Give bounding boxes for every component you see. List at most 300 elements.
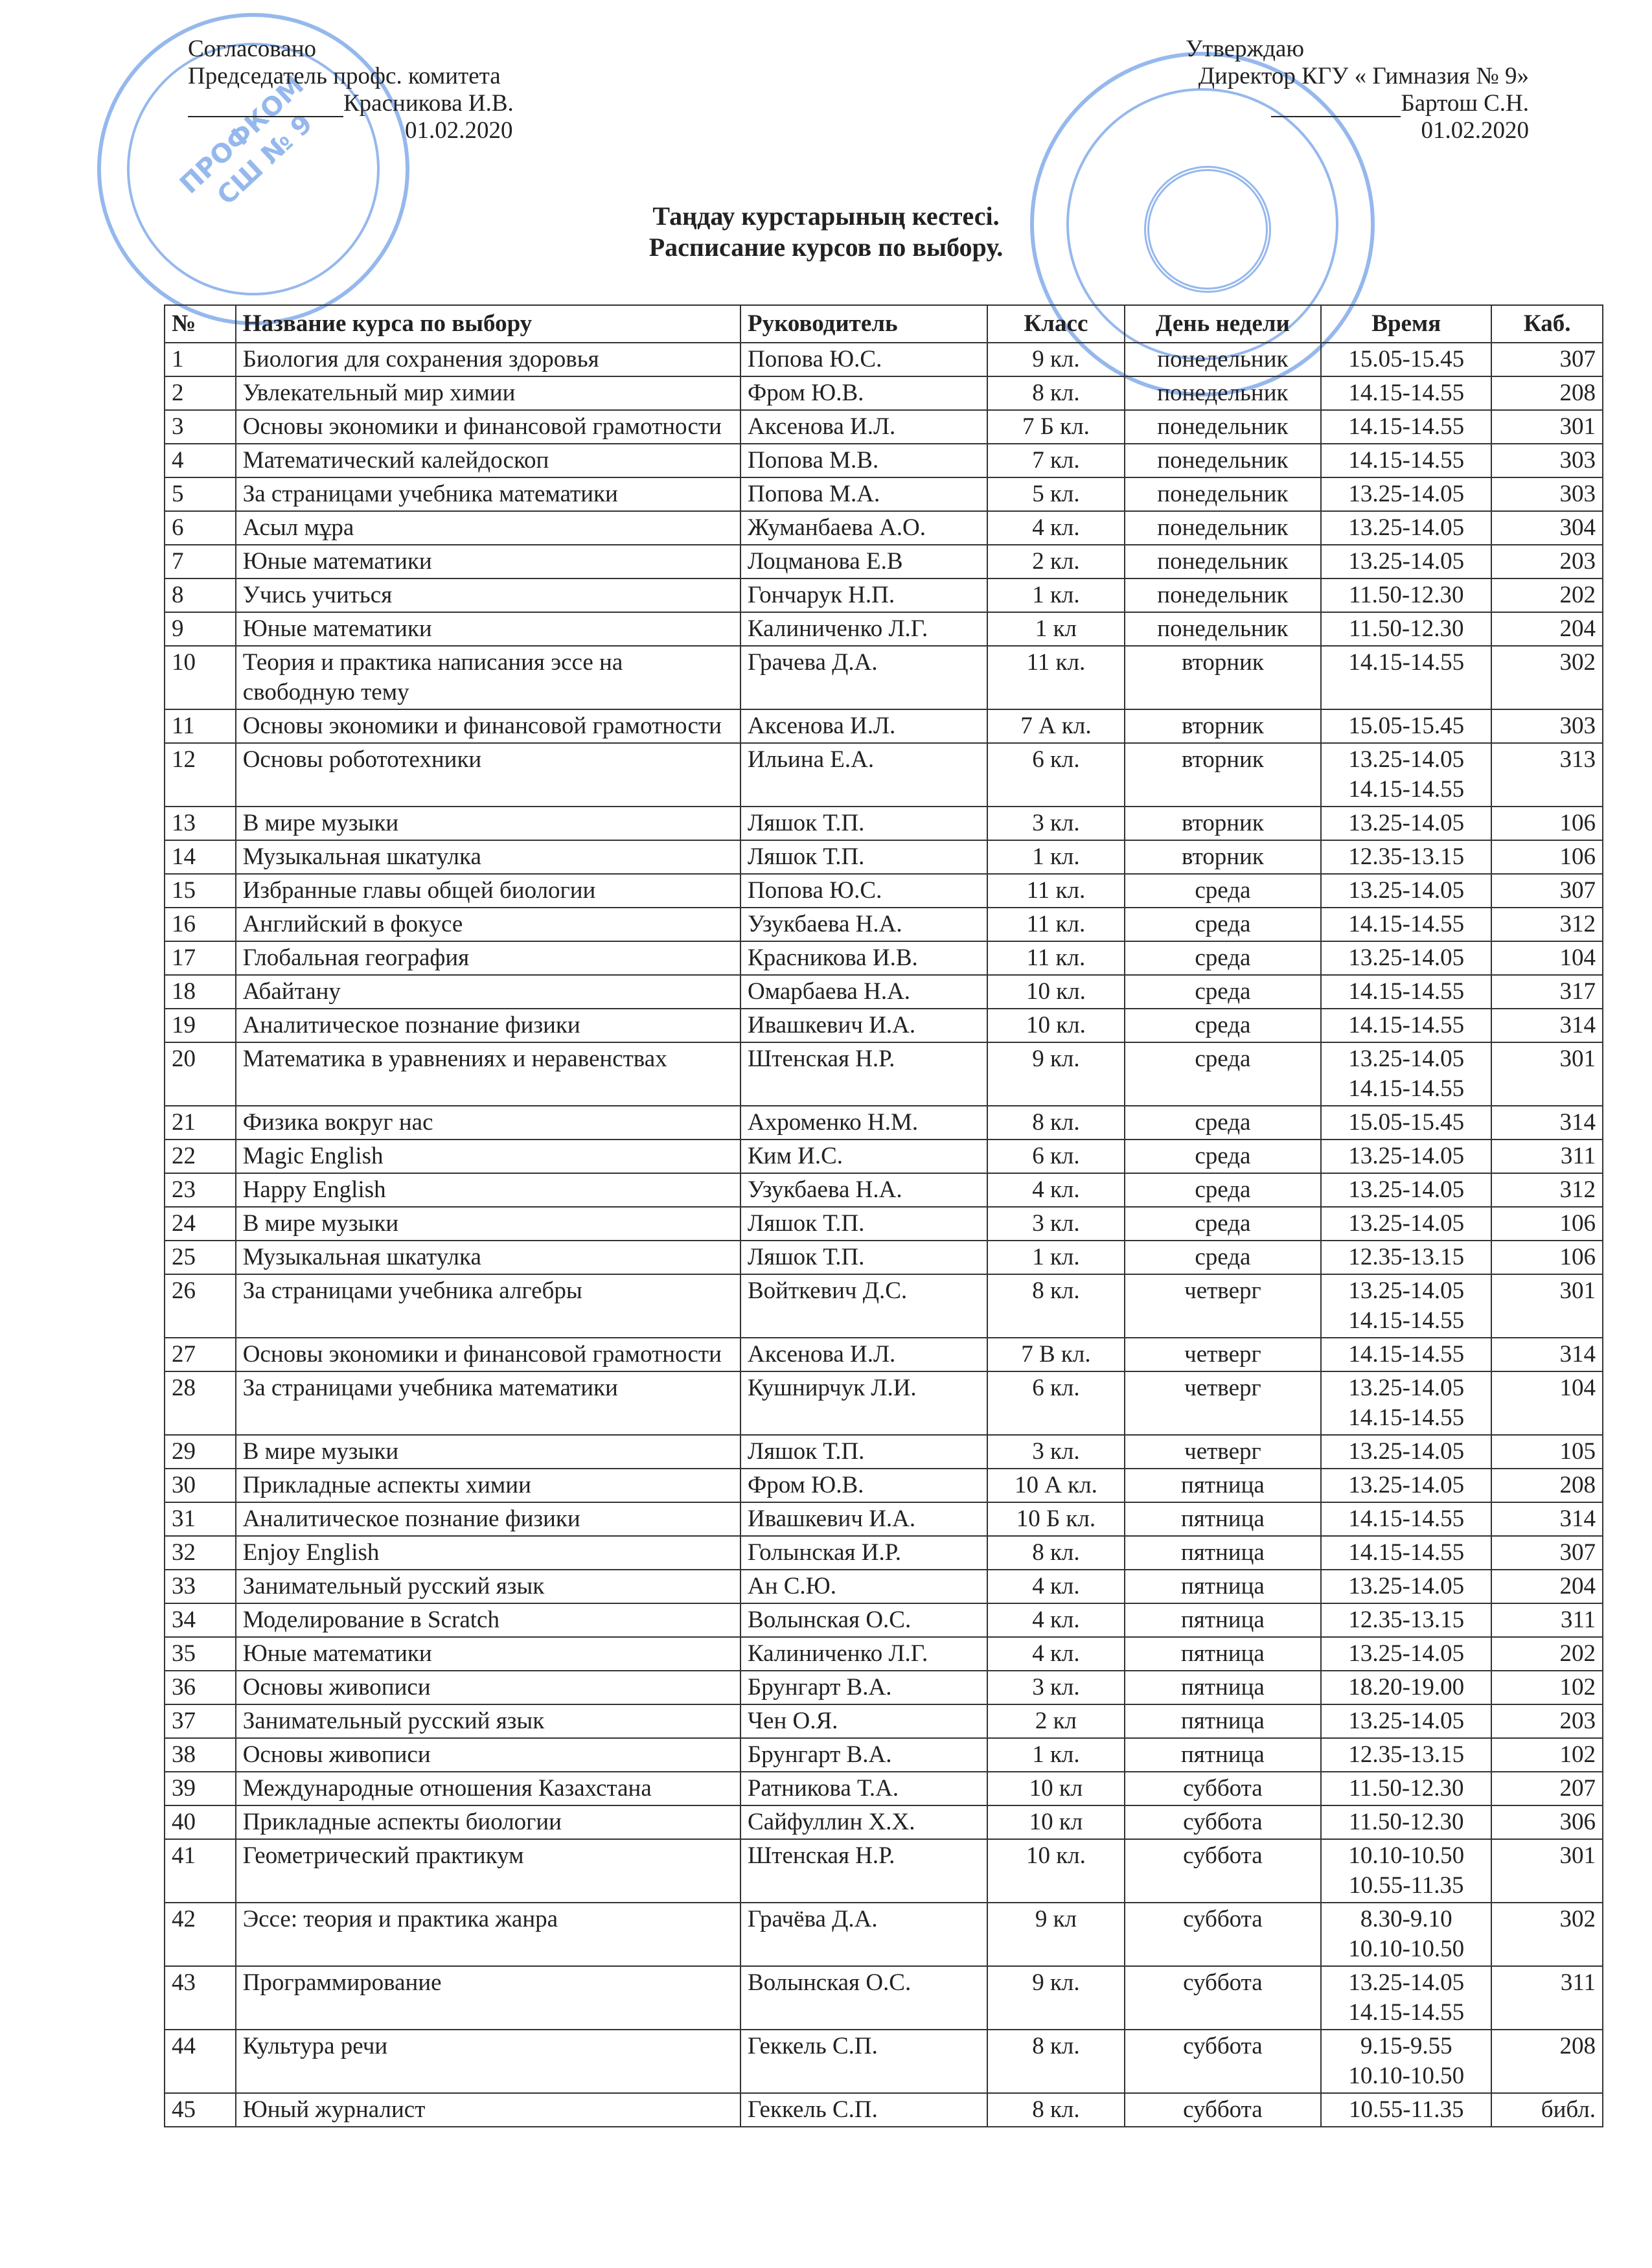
cell-room: 311 bbox=[1491, 1966, 1603, 2030]
table-row bbox=[165, 807, 1603, 840]
time-slot: 13.25-14.05 bbox=[1348, 1708, 1465, 1734]
cell-leader: Узукбаева Н.А. bbox=[740, 908, 987, 941]
table-row bbox=[165, 1738, 1603, 1772]
cell-class: 10 А кл. bbox=[987, 1469, 1124, 1502]
time-slot: 13.25-14.05 bbox=[1348, 1640, 1465, 1667]
cell-course-name: Основы робототехники bbox=[236, 743, 740, 807]
cell-class: 3 кл. bbox=[987, 1671, 1124, 1704]
cell-weekday: вторник bbox=[1125, 807, 1322, 840]
cell-number: 9 bbox=[165, 612, 236, 646]
cell-course-name: Математический калейдоскоп bbox=[236, 444, 740, 477]
cell-weekday: пятница bbox=[1125, 1536, 1322, 1570]
time-slot: 13.25-14.05 bbox=[1348, 1438, 1465, 1465]
cell-course-name: Аналитическое познание физики bbox=[236, 1502, 740, 1536]
table-row bbox=[165, 1173, 1603, 1207]
table-row bbox=[165, 1805, 1603, 1839]
cell-time bbox=[1321, 1805, 1491, 1839]
cell-number: 35 bbox=[165, 1637, 236, 1671]
cell-room: библ. bbox=[1491, 2093, 1603, 2127]
cell-time bbox=[1321, 545, 1491, 578]
time-slot: 10.10-10.50 bbox=[1348, 1936, 1465, 1962]
cell-class: 7 Б кл. bbox=[987, 410, 1124, 444]
cell-time bbox=[1321, 2030, 1491, 2093]
table-row bbox=[165, 578, 1603, 612]
cell-weekday: пятница bbox=[1125, 1738, 1322, 1772]
cell-time bbox=[1321, 1502, 1491, 1536]
cell-class: 10 кл. bbox=[987, 1839, 1124, 1903]
cell-room: 208 bbox=[1491, 1469, 1603, 1502]
table-row bbox=[165, 444, 1603, 477]
cell-class: 11 кл. bbox=[987, 941, 1124, 975]
cell-course-name: Музыкальная шкатулка bbox=[236, 1241, 740, 1274]
approved-name: Бартош С.Н. bbox=[1401, 90, 1529, 117]
cell-room: 104 bbox=[1491, 1371, 1603, 1435]
cell-weekday: суббота bbox=[1125, 1839, 1322, 1903]
cell-weekday: пятница bbox=[1125, 1469, 1322, 1502]
cell-course-name: Основы экономики и финансовой грамотности bbox=[236, 1338, 740, 1371]
cell-class: 11 кл. bbox=[987, 646, 1124, 709]
cell-course-name: Юные математики bbox=[236, 545, 740, 578]
cell-number: 6 bbox=[165, 511, 236, 545]
cell-weekday: четверг bbox=[1125, 1371, 1322, 1435]
header-course-name: Название курса по выбору bbox=[236, 305, 740, 343]
cell-number: 36 bbox=[165, 1671, 236, 1704]
cell-time bbox=[1321, 612, 1491, 646]
cell-number: 5 bbox=[165, 477, 236, 511]
time-slot: 13.25-14.05 bbox=[1348, 1472, 1465, 1498]
table-row bbox=[165, 941, 1603, 975]
cell-course-name: Избранные главы общей биологии bbox=[236, 874, 740, 908]
time-slot: 12.35-13.15 bbox=[1348, 843, 1465, 870]
agreed-signature-row bbox=[188, 90, 514, 117]
cell-time bbox=[1321, 1106, 1491, 1140]
cell-course-name: Глобальная география bbox=[236, 941, 740, 975]
time-slot: 14.15-14.55 bbox=[1348, 978, 1465, 1005]
cell-room: 208 bbox=[1491, 376, 1603, 410]
table-row bbox=[165, 874, 1603, 908]
cell-course-name: Основы экономики и финансовой грамотности bbox=[236, 410, 740, 444]
cell-weekday: среда bbox=[1125, 975, 1322, 1009]
cell-course-name: Теория и практика написания эссе на свободную тему bbox=[236, 646, 740, 709]
time-slot: 14.15-14.55 bbox=[1348, 1539, 1465, 1566]
cell-course-name: В мире музыки bbox=[236, 807, 740, 840]
cell-leader: Фром Ю.В. bbox=[740, 1469, 987, 1502]
cell-weekday: пятница bbox=[1125, 1704, 1322, 1738]
cell-room: 304 bbox=[1491, 511, 1603, 545]
cell-leader: Геккель С.П. bbox=[740, 2093, 987, 2127]
cell-room: 202 bbox=[1491, 578, 1603, 612]
cell-leader: Войткевич Д.С. bbox=[740, 1274, 987, 1338]
table-row bbox=[165, 1671, 1603, 1704]
cell-weekday: пятница bbox=[1125, 1502, 1322, 1536]
time-slot: 12.35-13.15 bbox=[1348, 1741, 1465, 1768]
cell-time bbox=[1321, 1536, 1491, 1570]
agreed-position: Председатель профс. комитета bbox=[188, 63, 501, 89]
time-slot: 13.25-14.05 bbox=[1348, 1143, 1465, 1169]
cell-course-name: Прикладные аспекты химии bbox=[236, 1469, 740, 1502]
cell-leader: Ан С.Ю. bbox=[740, 1570, 987, 1603]
cell-weekday: понедельник bbox=[1125, 376, 1322, 410]
cell-course-name: Математика в уравнениях и неравенствах bbox=[236, 1042, 740, 1106]
cell-course-name: Основы живописи bbox=[236, 1671, 740, 1704]
table-row bbox=[165, 1042, 1603, 1106]
table-row bbox=[165, 1274, 1603, 1338]
cell-weekday: суббота bbox=[1125, 2093, 1322, 2127]
cell-time bbox=[1321, 1903, 1491, 1966]
cell-room: 302 bbox=[1491, 646, 1603, 709]
table-row bbox=[165, 1371, 1603, 1435]
cell-number: 13 bbox=[165, 807, 236, 840]
cell-course-name: Занимательный русский язык bbox=[236, 1704, 740, 1738]
time-slot: 15.05-15.45 bbox=[1348, 1109, 1465, 1136]
table-row bbox=[165, 975, 1603, 1009]
cell-course-name: Музыкальная шкатулка bbox=[236, 840, 740, 874]
table-row bbox=[165, 612, 1603, 646]
cell-course-name: В мире музыки bbox=[236, 1207, 740, 1241]
cell-room: 312 bbox=[1491, 1173, 1603, 1207]
cell-time bbox=[1321, 2093, 1491, 2127]
cell-time bbox=[1321, 1274, 1491, 1338]
time-slot: 10.55-11.35 bbox=[1349, 1872, 1464, 1899]
cell-course-name: Занимательный русский язык bbox=[236, 1570, 740, 1603]
cell-number: 10 bbox=[165, 646, 236, 709]
cell-leader: Штенская Н.Р. bbox=[740, 1839, 987, 1903]
table-row bbox=[165, 1570, 1603, 1603]
cell-course-name: Учись учиться bbox=[236, 578, 740, 612]
course-schedule-table bbox=[164, 304, 1603, 2127]
time-slot: 13.25-14.05 bbox=[1348, 514, 1465, 541]
cell-class: 1 кл. bbox=[987, 578, 1124, 612]
cell-time bbox=[1321, 343, 1491, 376]
document-title bbox=[0, 201, 1652, 263]
cell-leader: Аксенова И.Л. bbox=[740, 410, 987, 444]
cell-class: 3 кл. bbox=[987, 1435, 1124, 1469]
cell-course-name: Физика вокруг нас bbox=[236, 1106, 740, 1140]
cell-time bbox=[1321, 1042, 1491, 1106]
cell-room: 314 bbox=[1491, 1106, 1603, 1140]
cell-number: 41 bbox=[165, 1839, 236, 1903]
cell-course-name: Программирование bbox=[236, 1966, 740, 2030]
cell-number: 2 bbox=[165, 376, 236, 410]
cell-number: 31 bbox=[165, 1502, 236, 1536]
cell-room: 317 bbox=[1491, 975, 1603, 1009]
cell-leader: Попова М.А. bbox=[740, 477, 987, 511]
cell-course-name: За страницами учебника алгебры bbox=[236, 1274, 740, 1338]
cell-leader: Гончарук Н.П. bbox=[740, 578, 987, 612]
cell-leader: Ляшок Т.П. bbox=[740, 1241, 987, 1274]
table-row bbox=[165, 908, 1603, 941]
time-slot: 13.25-14.05 bbox=[1348, 877, 1465, 904]
cell-room: 311 bbox=[1491, 1603, 1603, 1637]
cell-leader: Грачева Д.А. bbox=[740, 646, 987, 709]
cell-class: 8 кл. bbox=[987, 2030, 1124, 2093]
time-slot: 14.15-14.55 bbox=[1348, 1404, 1465, 1431]
cell-class: 2 кл bbox=[987, 1704, 1124, 1738]
cell-leader: Ратникова Т.А. bbox=[740, 1772, 987, 1805]
cell-time bbox=[1321, 1371, 1491, 1435]
cell-leader: Ильина Е.А. bbox=[740, 743, 987, 807]
table-row bbox=[165, 2093, 1603, 2127]
table-row bbox=[165, 1637, 1603, 1671]
cell-weekday: среда bbox=[1125, 1207, 1322, 1241]
cell-weekday: среда bbox=[1125, 874, 1322, 908]
time-slot: 11.50-12.30 bbox=[1349, 1809, 1464, 1835]
cell-class: 4 кл. bbox=[987, 1603, 1124, 1637]
cell-number: 15 bbox=[165, 874, 236, 908]
title-russian: Расписание курсов по выбору. bbox=[648, 233, 1004, 262]
cell-weekday: пятница bbox=[1125, 1671, 1322, 1704]
cell-leader: Волынская О.С. bbox=[740, 1603, 987, 1637]
cell-number: 21 bbox=[165, 1106, 236, 1140]
cell-number: 45 bbox=[165, 2093, 236, 2127]
cell-course-name: Геометрический практикум bbox=[236, 1839, 740, 1903]
table-row bbox=[165, 1241, 1603, 1274]
cell-course-name: Международные отношения Казахстана bbox=[236, 1772, 740, 1805]
time-slot: 8.30-9.10 bbox=[1360, 1906, 1452, 1932]
cell-class: 8 кл. bbox=[987, 1536, 1124, 1570]
cell-class: 6 кл. bbox=[987, 743, 1124, 807]
cell-class: 2 кл. bbox=[987, 545, 1124, 578]
table-row bbox=[165, 1435, 1603, 1469]
cell-room: 301 bbox=[1491, 1042, 1603, 1106]
cell-room: 301 bbox=[1491, 1274, 1603, 1338]
cell-leader: Попова Ю.С. bbox=[740, 874, 987, 908]
table-body bbox=[165, 343, 1603, 2127]
header-class: Класс bbox=[987, 305, 1124, 343]
cell-time bbox=[1321, 1173, 1491, 1207]
cell-leader: Волынская О.С. bbox=[740, 1966, 987, 2030]
time-slot: 14.15-14.55 bbox=[1348, 1012, 1465, 1038]
cell-time bbox=[1321, 1704, 1491, 1738]
time-slot: 15.05-15.45 bbox=[1348, 346, 1465, 372]
time-slot: 14.15-14.55 bbox=[1348, 447, 1465, 474]
cell-number: 40 bbox=[165, 1805, 236, 1839]
approved-signature-row bbox=[1147, 90, 1529, 117]
cell-room: 314 bbox=[1491, 1502, 1603, 1536]
cell-leader: Брунгарт В.А. bbox=[740, 1671, 987, 1704]
cell-weekday: четверг bbox=[1125, 1274, 1322, 1338]
approved-block bbox=[1147, 36, 1529, 144]
cell-room: 202 bbox=[1491, 1637, 1603, 1671]
cell-weekday: понедельник bbox=[1125, 612, 1322, 646]
cell-room: 208 bbox=[1491, 2030, 1603, 2093]
cell-number: 33 bbox=[165, 1570, 236, 1603]
cell-leader: Калиниченко Л.Г. bbox=[740, 1637, 987, 1671]
cell-room: 302 bbox=[1491, 1903, 1603, 1966]
cell-weekday: понедельник bbox=[1125, 578, 1322, 612]
cell-number: 18 bbox=[165, 975, 236, 1009]
time-slot: 14.15-14.55 bbox=[1348, 1341, 1465, 1368]
cell-time bbox=[1321, 908, 1491, 941]
cell-leader: Калиниченко Л.Г. bbox=[740, 612, 987, 646]
table-row bbox=[165, 1009, 1603, 1042]
time-slot: 10.10-10.50 bbox=[1348, 2063, 1465, 2089]
cell-leader: Сайфуллин Х.Х. bbox=[740, 1805, 987, 1839]
cell-number: 44 bbox=[165, 2030, 236, 2093]
cell-number: 17 bbox=[165, 941, 236, 975]
cell-time bbox=[1321, 1241, 1491, 1274]
table-row bbox=[165, 709, 1603, 743]
cell-class: 1 кл. bbox=[987, 1738, 1124, 1772]
time-slot: 14.15-14.55 bbox=[1348, 380, 1465, 406]
cell-time bbox=[1321, 1738, 1491, 1772]
header-leader: Руководитель bbox=[740, 305, 987, 343]
cell-number: 8 bbox=[165, 578, 236, 612]
cell-class: 8 кл. bbox=[987, 1106, 1124, 1140]
cell-class: 11 кл. bbox=[987, 908, 1124, 941]
cell-number: 38 bbox=[165, 1738, 236, 1772]
cell-course-name: Юные математики bbox=[236, 612, 740, 646]
cell-leader: Попова Ю.С. bbox=[740, 343, 987, 376]
cell-room: 204 bbox=[1491, 612, 1603, 646]
cell-number: 32 bbox=[165, 1536, 236, 1570]
cell-weekday: среда bbox=[1125, 1009, 1322, 1042]
cell-room: 105 bbox=[1491, 1435, 1603, 1469]
cell-number: 23 bbox=[165, 1173, 236, 1207]
cell-room: 303 bbox=[1491, 709, 1603, 743]
cell-class: 9 кл bbox=[987, 1903, 1124, 1966]
cell-class: 4 кл. bbox=[987, 1570, 1124, 1603]
cell-number: 7 bbox=[165, 545, 236, 578]
cell-course-name: Увлекательный мир химии bbox=[236, 376, 740, 410]
cell-number: 20 bbox=[165, 1042, 236, 1106]
cell-class: 1 кл. bbox=[987, 840, 1124, 874]
signature-line bbox=[1271, 97, 1401, 117]
table-row bbox=[165, 2030, 1603, 2093]
time-slot: 15.05-15.45 bbox=[1348, 713, 1465, 739]
cell-room: 106 bbox=[1491, 1241, 1603, 1274]
cell-weekday: пятница bbox=[1125, 1603, 1322, 1637]
agreed-name: Красникова И.В. bbox=[343, 90, 514, 117]
cell-class: 10 кл bbox=[987, 1805, 1124, 1839]
cell-weekday: пятница bbox=[1125, 1570, 1322, 1603]
table-row bbox=[165, 545, 1603, 578]
cell-room: 106 bbox=[1491, 807, 1603, 840]
cell-weekday: среда bbox=[1125, 1042, 1322, 1106]
cell-time bbox=[1321, 1603, 1491, 1637]
cell-weekday: четверг bbox=[1125, 1338, 1322, 1371]
table-row bbox=[165, 646, 1603, 709]
cell-class: 11 кл. bbox=[987, 874, 1124, 908]
time-slot: 13.25-14.05 bbox=[1348, 548, 1465, 575]
agreed-label: Согласовано bbox=[188, 36, 316, 62]
cell-weekday: суббота bbox=[1125, 2030, 1322, 2093]
cell-class: 9 кл. bbox=[987, 1966, 1124, 2030]
header-room: Каб. bbox=[1491, 305, 1603, 343]
approved-label: Утверждаю bbox=[1186, 36, 1304, 62]
cell-time bbox=[1321, 1637, 1491, 1671]
cell-leader: Ивашкевич И.А. bbox=[740, 1009, 987, 1042]
cell-course-name: За страницами учебника математики bbox=[236, 477, 740, 511]
cell-time bbox=[1321, 874, 1491, 908]
time-slot: 14.15-14.55 bbox=[1348, 1307, 1465, 1334]
table-row bbox=[165, 1966, 1603, 2030]
cell-class: 5 кл. bbox=[987, 477, 1124, 511]
time-slot: 9.15-9.55 bbox=[1360, 2033, 1452, 2059]
cell-number: 1 bbox=[165, 343, 236, 376]
cell-number: 39 bbox=[165, 1772, 236, 1805]
table-row bbox=[165, 1140, 1603, 1173]
cell-number: 12 bbox=[165, 743, 236, 807]
cell-room: 307 bbox=[1491, 874, 1603, 908]
cell-room: 303 bbox=[1491, 444, 1603, 477]
cell-weekday: вторник bbox=[1125, 709, 1322, 743]
cell-weekday: суббота bbox=[1125, 1772, 1322, 1805]
cell-time bbox=[1321, 1772, 1491, 1805]
cell-class: 6 кл. bbox=[987, 1140, 1124, 1173]
cell-course-name: За страницами учебника математики bbox=[236, 1371, 740, 1435]
cell-class: 3 кл. bbox=[987, 807, 1124, 840]
cell-class: 1 кл. bbox=[987, 1241, 1124, 1274]
cell-room: 311 bbox=[1491, 1140, 1603, 1173]
table-row bbox=[165, 511, 1603, 545]
cell-time bbox=[1321, 477, 1491, 511]
cell-room: 307 bbox=[1491, 343, 1603, 376]
cell-number: 14 bbox=[165, 840, 236, 874]
cell-leader: Омарбаева Н.А. bbox=[740, 975, 987, 1009]
time-slot: 14.15-14.55 bbox=[1348, 649, 1465, 676]
cell-room: 306 bbox=[1491, 1805, 1603, 1839]
time-slot: 14.15-14.55 bbox=[1348, 1999, 1465, 2026]
cell-room: 303 bbox=[1491, 477, 1603, 511]
cell-course-name: Культура речи bbox=[236, 2030, 740, 2093]
cell-room: 314 bbox=[1491, 1009, 1603, 1042]
signature-line bbox=[188, 97, 343, 117]
cell-time bbox=[1321, 1570, 1491, 1603]
cell-number: 30 bbox=[165, 1469, 236, 1502]
time-slot: 13.25-14.05 bbox=[1348, 1573, 1465, 1599]
time-slot: 14.15-14.55 bbox=[1348, 1506, 1465, 1532]
time-slot: 14.15-14.55 bbox=[1348, 911, 1465, 937]
cell-leader: Кушнирчук Л.И. bbox=[740, 1371, 987, 1435]
time-slot: 11.50-12.30 bbox=[1349, 615, 1464, 642]
table-row bbox=[165, 477, 1603, 511]
cell-leader: Штенская Н.Р. bbox=[740, 1042, 987, 1106]
cell-room: 106 bbox=[1491, 1207, 1603, 1241]
cell-number: 27 bbox=[165, 1338, 236, 1371]
cell-time bbox=[1321, 1338, 1491, 1371]
cell-class: 10 Б кл. bbox=[987, 1502, 1124, 1536]
cell-leader: Ляшок Т.П. bbox=[740, 840, 987, 874]
cell-time bbox=[1321, 1671, 1491, 1704]
cell-leader: Аксенова И.Л. bbox=[740, 709, 987, 743]
time-slot: 11.50-12.30 bbox=[1349, 582, 1464, 608]
cell-room: 301 bbox=[1491, 410, 1603, 444]
cell-class: 10 кл. bbox=[987, 975, 1124, 1009]
cell-weekday: вторник bbox=[1125, 646, 1322, 709]
time-slot: 11.50-12.30 bbox=[1349, 1775, 1464, 1802]
cell-time bbox=[1321, 941, 1491, 975]
header-time: Время bbox=[1321, 305, 1491, 343]
cell-course-name: Абайтану bbox=[236, 975, 740, 1009]
cell-number: 16 bbox=[165, 908, 236, 941]
cell-leader: Ляшок Т.П. bbox=[740, 1207, 987, 1241]
cell-time bbox=[1321, 1839, 1491, 1903]
table-row bbox=[165, 1536, 1603, 1570]
cell-class: 8 кл. bbox=[987, 376, 1124, 410]
cell-weekday: среда bbox=[1125, 1173, 1322, 1207]
cell-number: 25 bbox=[165, 1241, 236, 1274]
table-row bbox=[165, 1106, 1603, 1140]
cell-course-name: Happy English bbox=[236, 1173, 740, 1207]
cell-time bbox=[1321, 1140, 1491, 1173]
cell-course-name: Enjoy English bbox=[236, 1536, 740, 1570]
cell-leader: Ким И.С. bbox=[740, 1140, 987, 1173]
cell-leader: Ивашкевич И.А. bbox=[740, 1502, 987, 1536]
cell-course-name: Биология для сохранения здоровья bbox=[236, 343, 740, 376]
cell-class: 4 кл. bbox=[987, 511, 1124, 545]
cell-leader: Ляшок Т.П. bbox=[740, 1435, 987, 1469]
